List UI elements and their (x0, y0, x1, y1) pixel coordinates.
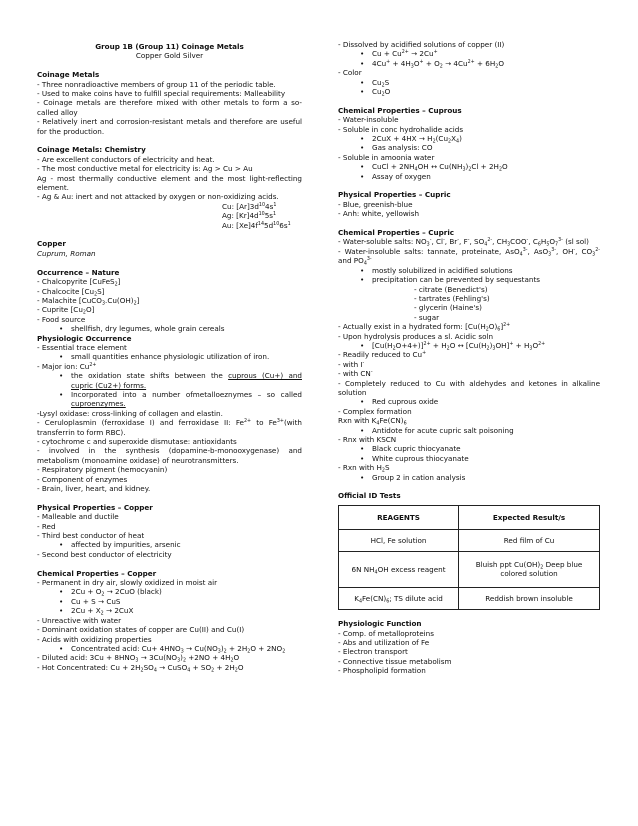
config-ag: Ag: $[Kr]4d^{10}5s^1$ (222, 211, 277, 221)
kscn-line: - Rnx with KSCN (338, 435, 397, 445)
table-row (339, 587, 600, 609)
coinage-line: - Relatively inert and corrosion-resistant metals and therefore are useful for the production. (37, 117, 302, 136)
table-cell: Bluish ppt $Cu(OH)_2$ Deep blue colored solution (459, 551, 600, 587)
enzyme-line: - Respiratory pigment (hemocyanin) (37, 465, 168, 475)
physiologic-function-line: - Comp. of metalloproteins (338, 628, 434, 638)
dissolved-bullet: • $4Cu^+ + 4H_3O^+ + O_2 \to 4Cu^{2+} + 6H_2O$ (338, 59, 600, 68)
physiologic-line: - Essential trace element (37, 342, 127, 352)
table-cell: $K_4Fe(CN)_6$; TS dilute acid (339, 587, 459, 609)
cuprous-bullet: • CuCl + $2NH_4OH$ ↔ $Cu(NH_3)_2Cl + 2H_2O$ (338, 162, 600, 171)
enzyme-line: - cytochrome c and superoxide dismutase: antioxidants (37, 437, 237, 446)
physical-line: - Second best conductor of electricity (37, 549, 172, 559)
hydrated-line: - Actually exist in a hydrated form: $[Cu(H_2O)_6]^{2+}$ (338, 322, 511, 333)
chemistry-heading: Coinage Metals: Chemistry (37, 145, 146, 155)
cupric-physical-line: - Blue, greenish-blue (338, 199, 413, 209)
physical-line: - Malleable and ductile (37, 512, 119, 522)
occurrence-heading: Occurrence – Nature (37, 267, 120, 277)
chemical-properties-heading: Chemical Properties – Copper (37, 568, 157, 578)
acid-line: - Diluted acid: $3Cu + 8HNO_3 \to 3Cu(NO_3)_2 +2NO + 4H_2O$ (37, 653, 240, 664)
h2s-line: - Rxn with $H_2S$ (338, 463, 390, 474)
physiologic-function-line: - Phospholipid formation (338, 666, 426, 676)
color-line: - Color (338, 68, 362, 78)
physiologic-function-line: - Electron transport (338, 647, 408, 657)
reaction-bullet: • Cu + S → CuS (37, 597, 302, 606)
tests-table (338, 505, 600, 610)
chemistry-line: - Are excellent conductors of electricity and heat. (37, 154, 215, 164)
food-bullet: • shellfish, dry legumes, whole grain cereals (37, 324, 302, 333)
chemistry-line: - The most conductive metal for electricity is: Ag > Cu > Au (37, 164, 253, 174)
copper-heading: Copper (37, 239, 66, 249)
antidote-bullet: • Antidote for acute cupric salt poisoning (338, 426, 600, 435)
physiologic-line: - Major ion: $Cu^{2+}$ (37, 361, 97, 371)
acid-bullet: • Concentrated acid: $Cu+ 4HNO_3 \to Cu(NO_3)_2 + 2H_2O + 2NO_2$ (37, 644, 302, 653)
chemical-line: - Unreactive with water (37, 615, 122, 625)
enzyme-line: - involved in the synthesis (dopamine-b-monooxygenase) and metabolism (monoamine oxidase) of neurotransmitters. (37, 446, 302, 465)
cuprous-heading: Chemical Properties – Cuprous (338, 105, 462, 115)
occurrence-line: - Malachite $[CuCO_3.Cu(OH)_2]$ (37, 295, 140, 307)
physiologic-function-line: - Connective tissue metabolism (338, 656, 452, 666)
kscn-bullet: • White cuprous thiocyanate (338, 454, 600, 463)
table-header: REAGENTS (339, 505, 459, 529)
enzyme-line: - Ceruloplasmin (ferroxidase I) and ferroxidase II: $Fe^{2+}$ to $Fe^{3+}(with$ transferrin to form RBC). (37, 418, 302, 437)
tests-heading: Official ID Tests (338, 491, 401, 501)
chemistry-line: Ag - most thermally conductive element and the most light-reflecting element. (37, 173, 302, 193)
k4fecn-line: Rxn with $K_4Fe(CN)_6$ (338, 416, 407, 427)
sequestant-item: - sugar (414, 312, 440, 322)
occurrence-line: - Food source (37, 314, 86, 324)
chemical-line: - Permanent in dry air, slowly oxidized in moist air (37, 578, 218, 588)
table-cell: HCl, Fe solution (339, 529, 459, 551)
cuprous-line: - Soluble in amoonia water (338, 152, 435, 162)
enzyme-line: - Component of enzymes (37, 474, 128, 484)
table-header-row (339, 505, 600, 529)
cuprous-line: - Water-insoluble (338, 115, 399, 125)
physiologic-bullet: • small quantities enhance physiologic utilization of iron. (37, 352, 302, 361)
occurrence-line: - Cuprite $[Cu_2O]$ (37, 305, 95, 316)
copper-latin: Cuprum, Roman (37, 248, 96, 258)
coinage-line: - Coinage metals are therefore mixed with other metals to form a so-called alloy (37, 98, 302, 117)
coinage-line: - Used to make coins have to fulfill special requirements: Malleability (37, 89, 286, 99)
cuprous-bullet: • $2CuX + 4HX \to H_2(Cu_2X_4)$ (338, 134, 600, 143)
table-cell: Reddish brown insoluble (459, 587, 600, 609)
page-subtitle: Copper Gold Silver (135, 51, 204, 61)
enzyme-line: - Brain, liver, heart, and kidney. (37, 484, 151, 494)
config-au: Au: $[Xe]4f^{14}5d^{10}6s^1$ (222, 220, 291, 230)
table-row (339, 551, 600, 587)
reaction-bullet: • $2Cu + X_2 \to 2CuX$ (37, 606, 302, 615)
h2s-bullet: • Group 2 in cation analysis (338, 473, 600, 482)
complex-line: - Complex formation (338, 406, 412, 416)
cupric-physical-heading: Physical Properties – Cupric (338, 190, 451, 200)
config-cu: Cu: $[Ar]3d^{10}4s^1$ (222, 201, 277, 211)
cuprous-line: - Soluble in conc hydrohalide acids (338, 124, 464, 134)
page-title: Group 1B (Group 11) Coinage Metals (95, 42, 244, 51)
occurrence-line: - Chalcopyrite [CuFeS$_2$] (37, 277, 121, 288)
hydrolysis-bullet: • $[Cu(H_2O+4+)]^{2+} + H_2O$ ↔ $[Cu(H_2)_3OH]^+ + H_3O^{2+}$ (338, 341, 600, 350)
table-cell: 6N $NH_4OH$ excess reagent (339, 551, 459, 587)
coinage-line: - Three nonradioactive members of group 11 of the periodic table. (37, 79, 276, 89)
physiologic-bullet: • Incorporated into a number ofmetalloeznymes – so called cuproenzymes. (37, 390, 302, 409)
sequestant-item: - glycerin (Haine's) (414, 303, 482, 313)
physiologic-function-line: - Abs and utilization of Fe (338, 638, 430, 648)
cupric-physical-line: - Anh: white, yellowish (338, 209, 420, 219)
reduced-line: - with I- (338, 359, 365, 369)
reduced-line: - with CN- (338, 369, 373, 379)
cupric-bullet: • precipitation can be prevented by sequestants (338, 275, 600, 284)
red-oxide-bullet: • Red cuprous oxide (338, 397, 600, 406)
reaction-bullet: • $2Cu + O_2 \to 2CuO$ (black) (37, 587, 302, 596)
physical-properties-heading: Physical Properties – Copper (37, 502, 153, 512)
reduced-line: - Readily reduced to Cu+ (338, 350, 427, 360)
cuprous-bullet: • Assay of oxygen (338, 172, 600, 181)
physical-bullet: • affected by impurities, arsenic (37, 540, 302, 549)
cupric-chemical-heading: Chemical Properties – Cupric (338, 228, 455, 238)
chemistry-line: - Ag & Au: inert and not attacked by oxygen or non-oxidizing acids. (37, 192, 279, 202)
cupric-insoluble-line: - Water-insoluble salts: tannate, proteinate, AsO$_4^{3-}$, AsO$_3^{3-}$, OH-, $CO_3^{2-}$ and $PO_4^{3-}$ (338, 246, 601, 267)
color-bullet: • $Cu_2O$ (338, 87, 600, 96)
color-bullet: • $Cu_2S$ (338, 78, 600, 87)
chemical-line: - Acids with oxidizing properties (37, 634, 152, 644)
physiologic-bullet: • the oxidation state shifts between the cuprous (Cu+) and cupric (Cu2+) forms. (37, 371, 302, 390)
table-cell: Red film of Cu (459, 529, 600, 551)
aldehydes-line: - Completely reduced to Cu with aldehydes and ketones in alkaline solution (338, 378, 600, 397)
sequestant-item: - citrate (Benedict's) (414, 284, 488, 294)
sequestant-item: - tartrates (Fehling's) (414, 293, 490, 303)
table-row (339, 529, 600, 551)
physiologic-function-heading: Physiologic Function (338, 619, 422, 629)
coinage-heading: Coinage Metals (37, 70, 100, 80)
table-header: Expected Result/s (459, 505, 600, 529)
enzyme-line: -Lysyl oxidase: cross-linking of collagen and elastin. (37, 408, 223, 418)
dissolved-line: - Dissolved by acidified solutions of copper (II) (338, 40, 505, 49)
right-column (338, 40, 600, 676)
cupric-bullet: • mostly solubilized in acidified solutions (338, 266, 600, 275)
dissolved-bullet: • $Cu + Cu^{2+} \to 2Cu^+$ (338, 49, 600, 58)
cupric-soluble-line: - Water-soluble salts: $NO_3^-$, Cl-, Br-, F-, $SO_4^{2-}$, $CH_3COO^-$, $C_6H_5O_7^{3-}$ (sl sol) (338, 237, 589, 248)
acid-line: - Hot Concentrated: $Cu + 2H_2SO_4$ → CuSO$_4$ + $SO_2 + 2H_2O$ (37, 662, 244, 674)
chemical-line: - Dominant oxidation states of copper are Cu(II) and Cu(I) (37, 625, 245, 635)
left-column (37, 42, 302, 672)
cuprous-bullet: • Gas analysis: CO (338, 143, 600, 152)
hydrolysis-line: - Upon hydrolysis produces a sl. Acidic soln (338, 331, 494, 341)
physical-line: - Red (37, 521, 56, 531)
occurrence-line: - Chalcocite $[Cu_2S]$ (37, 286, 105, 297)
physiologic-occurrence-heading: Physiologic Occurrence (37, 333, 132, 343)
kscn-bullet: • Black cupric thiocyanate (338, 444, 600, 453)
physical-line: - Third best conductor of heat (37, 531, 145, 541)
